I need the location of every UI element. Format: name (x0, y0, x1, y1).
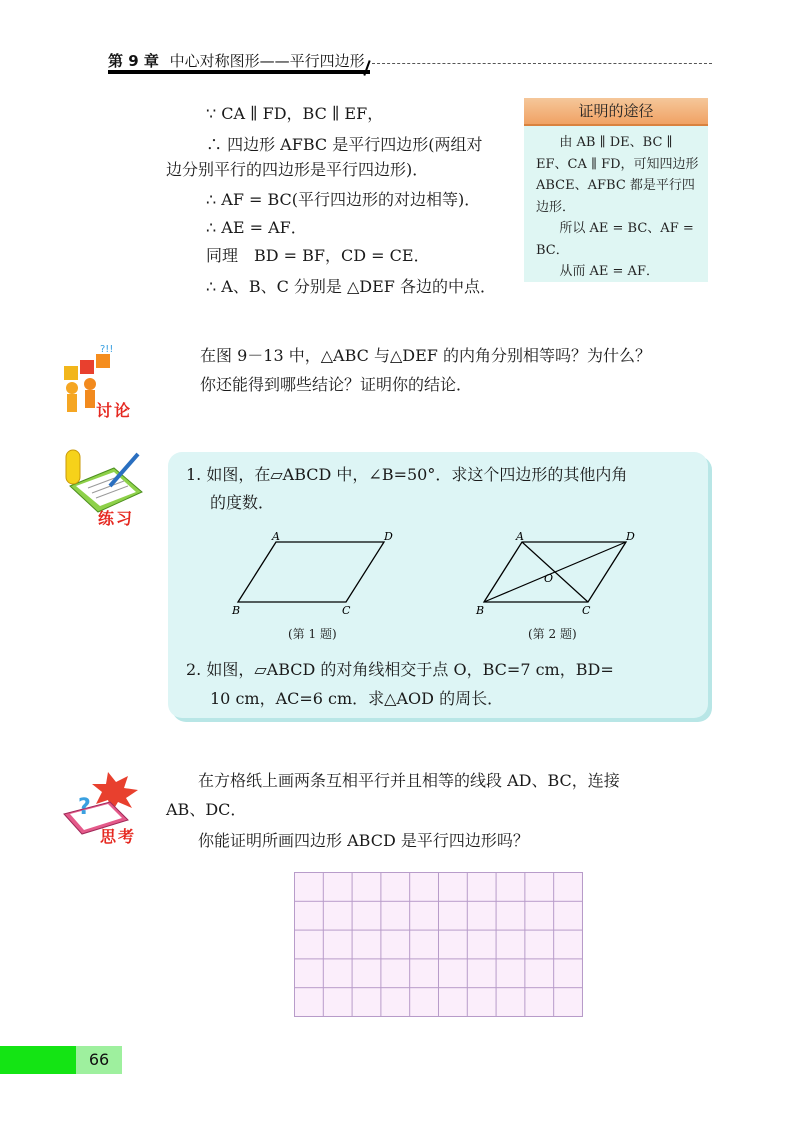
figure-2 (470, 528, 640, 620)
side-note-body (536, 132, 702, 283)
fig1-label-A: A (272, 530, 280, 543)
figure-1 (228, 528, 398, 620)
figure-1-caption: (第 1 题) (288, 627, 337, 641)
chapter-header (108, 50, 365, 71)
proof-line-2: ∴ 四边形 AFBC 是平行四边形(两组对 (206, 135, 483, 154)
proof-line-3: 边分别平行的四边形是平行四边形)． (166, 160, 429, 179)
think-line-2: AB、DC． (166, 800, 247, 819)
proof-line-7: ∴ A、B、C 分别是 △DEF 各边的中点． (206, 277, 496, 296)
fig2-label-A: A (516, 530, 524, 543)
fig1-label-D: D (384, 530, 393, 543)
header-underline (108, 70, 370, 74)
svg-text:?: ? (78, 795, 91, 820)
discussion-line-1: 在图 9－13 中，△ABC 与△DEF 的内角分别相等吗？为什么？ (200, 346, 651, 365)
side-note-p1: 由 AB ∥ DE、BC ∥ EF、CA ∥ FD，可知四边形 ABCE、AFBC 都是平行四边形． (536, 135, 699, 215)
page-number: 66 (76, 1046, 122, 1074)
exercise-label: 练习 (98, 509, 135, 528)
chapter-number: 第 9 章 (108, 52, 159, 70)
header-dashed-rule (372, 63, 712, 64)
fig2-label-C: C (582, 604, 591, 617)
fig1-label-C: C (342, 604, 351, 617)
proof-line-4: ∴ AF = BC(平行四边形的对边相等)． (206, 190, 481, 209)
exercise-q1-line-2: 的度数． (210, 493, 275, 512)
diagonal-bd (484, 542, 626, 602)
side-note-title: 证明的途径 (524, 98, 708, 126)
chapter-title: 中心对称图形——平行四边形 (169, 52, 365, 70)
proof-line-1: ∵ CA ∥ FD，BC ∥ EF， (206, 104, 384, 123)
think-label: 思考 (100, 827, 137, 846)
footer-green-bar (0, 1046, 76, 1074)
exercise-q2-line-2: 10 cm，AC=6 cm．求△AOD 的周长． (210, 689, 504, 708)
figure-2-caption: (第 2 题) (528, 627, 577, 641)
grid-paper (294, 872, 583, 1017)
exercise-q1-line-1: 1. 如图，在▱ABCD 中，∠B=50°．求这个四边形的其他内角 (186, 465, 628, 484)
proof-line-5: ∴ AE = AF． (206, 218, 307, 237)
parallelogram-abcd-1 (238, 542, 384, 602)
discussion-line-2: 你还能得到哪些结论？证明你的结论． (200, 375, 473, 394)
proof-line-6: 同理 BD = BF，CD = CE． (206, 246, 430, 265)
side-note-p2: 所以 AE = BC、AF = BC． (536, 221, 694, 258)
discussion-label: 讨论 (96, 401, 133, 420)
svg-text:?!!: ?!! (100, 344, 114, 355)
fig2-label-O: O (544, 572, 554, 585)
side-note-p3: 从而 AE = AF． (559, 264, 659, 279)
fig2-label-D: D (626, 530, 635, 543)
exercise-q2-line-1: 2. 如图，▱ABCD 的对角线相交于点 O，BC=7 cm，BD= (186, 660, 614, 679)
fig2-label-B: B (476, 604, 485, 617)
fig1-label-B: B (232, 604, 241, 617)
think-line-3: 你能证明所画四边形 ABCD 是平行四边形吗？ (198, 831, 529, 850)
think-line-1: 在方格纸上画两条互相平行并且相等的线段 AD、BC，连接 (198, 771, 620, 790)
